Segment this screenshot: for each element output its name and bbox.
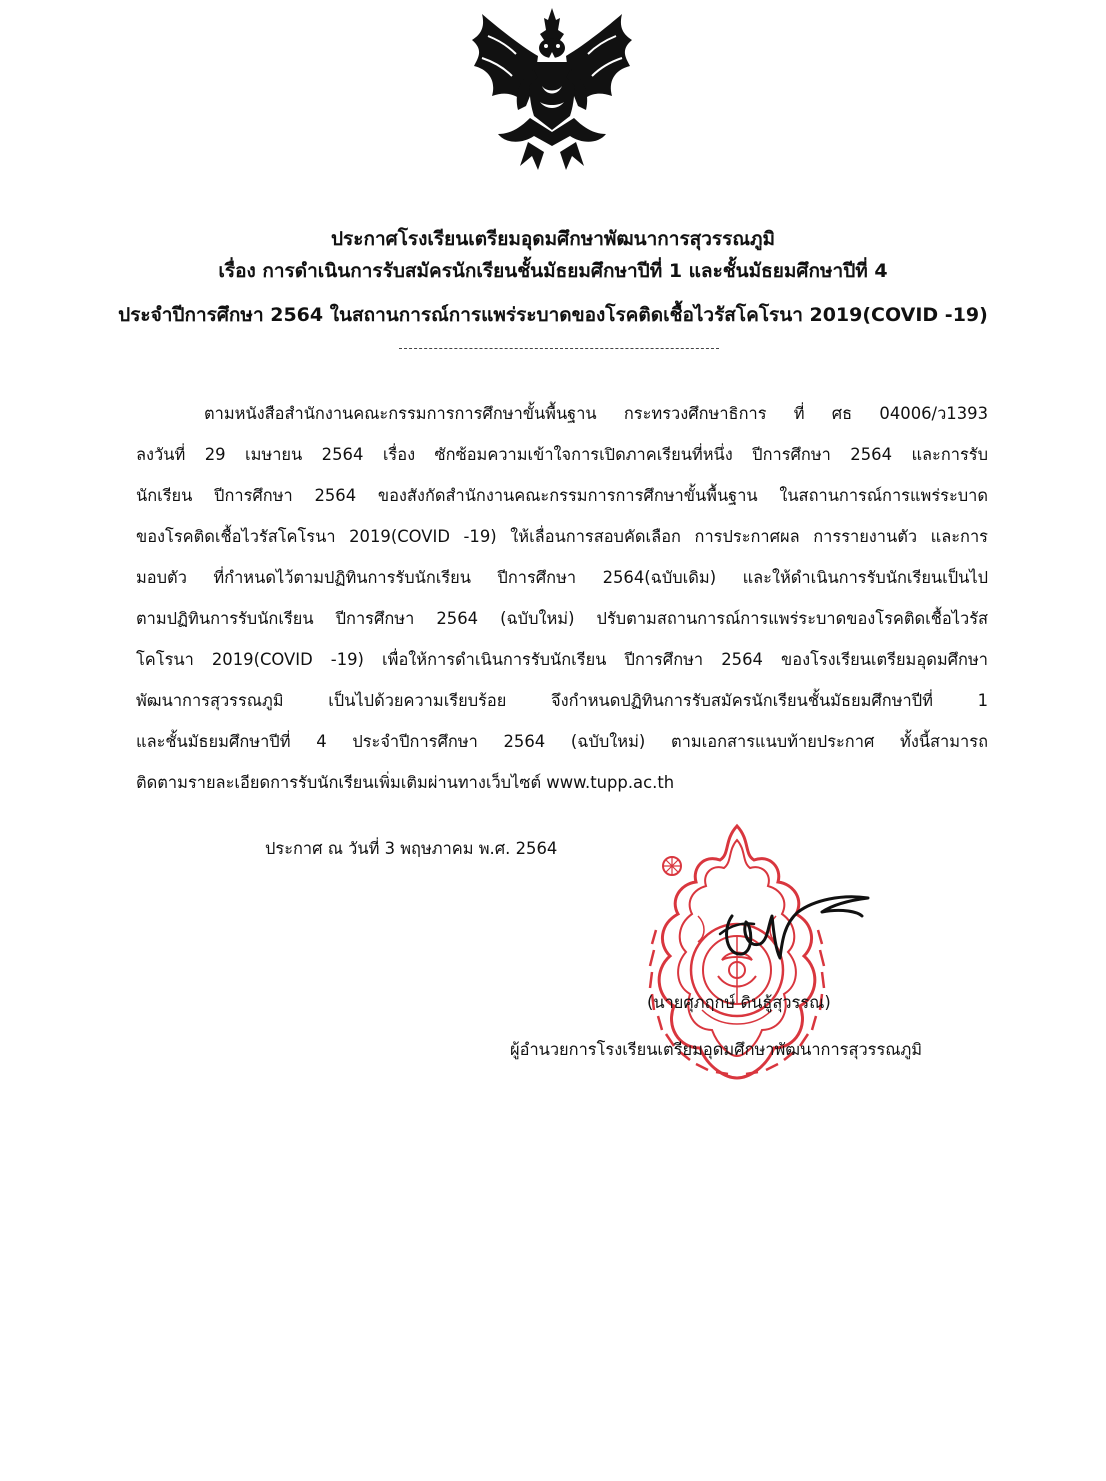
signature-icon [702, 886, 872, 966]
signatory-position: ผู้อำนวยการโรงเรียนเตรียมอุดมศึกษาพัฒนาการสุวรรณภูมิ [510, 1040, 923, 1059]
announcement-date: ประกาศ ณ วันที่ 3 พฤษภาคม พ.ศ. 2564 [265, 839, 558, 858]
body-line: ลงวันที่ 29 เมษายน 2564 เรื่อง ซักซ้อมความเข้าใจการเปิดภาคเรียนที่หนึ่ง ปีการศึกษา 2564 และการรับ [136, 445, 988, 464]
body-line: ตามปฏิทินการรับนักเรียน ปีการศึกษา 2564 (ฉบับใหม่) ปรับตามสถานการณ์การแพร่ระบาดของโรคติดเชื้อไวรัส [136, 609, 988, 628]
signatory-name: (นายศุภฤกษ์ ดินธู้สุวรรณ) [647, 993, 831, 1012]
body-line: นักเรียน ปีการศึกษา 2564 ของสังกัดสำนักงานคณะกรรมการการศึกษาขั้นพื้นฐาน ในสถานการณ์การแพร่ระบาด [136, 486, 988, 505]
body-line: พัฒนาการสุวรรณภูมิ เป็นไปด้วยความเรียบร้อย จึงกำหนดปฏิทินการรับสมัครนักเรียนชั้นมัธยมศึกษาปีที่ 1 [136, 691, 988, 710]
body-line: ตามหนังสือสำนักงานคณะกรรมการการศึกษาขั้นพื้นฐาน กระทรวงศึกษาธิการ ที่ ศธ 04006/ว1393 [204, 404, 988, 423]
body-line: ของโรคติดเชื้อไวรัสโคโรนา 2019(COVID -19) ให้เลื่อนการสอบคัดเลือก การประกาศผล การรายงานตัว และการ [136, 527, 988, 546]
body-line: ติดตามรายละเอียดการรับนักเรียนเพิ่มเติมผ่านทางเว็บไซต์ www.tupp.ac.th [136, 773, 675, 792]
title-line-1: ประกาศโรงเรียนเตรียมอุดมศึกษาพัฒนาการสุวรรณภูมิ [330, 228, 775, 250]
body-line: มอบตัว ที่กำหนดไว้ตามปฏิทินการรับนักเรียน ปีการศึกษา 2564(ฉบับเดิม) และให้ดำเนินการรับนักเรียนเป็นไป [136, 568, 988, 587]
body-line: โคโรนา 2019(COVID -19) เพื่อให้การดำเนินการรับนักเรียน ปีการศึกษา 2564 ของโรงเรียนเตรียมอุดมศึกษา [136, 650, 988, 669]
title-line-3: ประจำปีการศึกษา 2564 ในสถานการณ์การแพร่ระบาดของโรคติดเชื้อไวรัสโคโรนา 2019(COVID -19) [118, 304, 988, 326]
title-line-2: เรื่อง การดำเนินการรับสมัครนักเรียนชั้นมัธยมศึกษาปีที่ 1 และชั้นมัธยมศึกษาปีที่ 4 [218, 260, 888, 282]
title-divider [399, 348, 719, 349]
garuda-emblem-icon [468, 6, 636, 174]
body-line: และชั้นมัธยมศึกษาปีที่ 4 ประจำปีการศึกษา 2564 (ฉบับใหม่) ตามเอกสารแนบท้ายประกาศ ทั้งนี้สามารถ [136, 732, 988, 751]
